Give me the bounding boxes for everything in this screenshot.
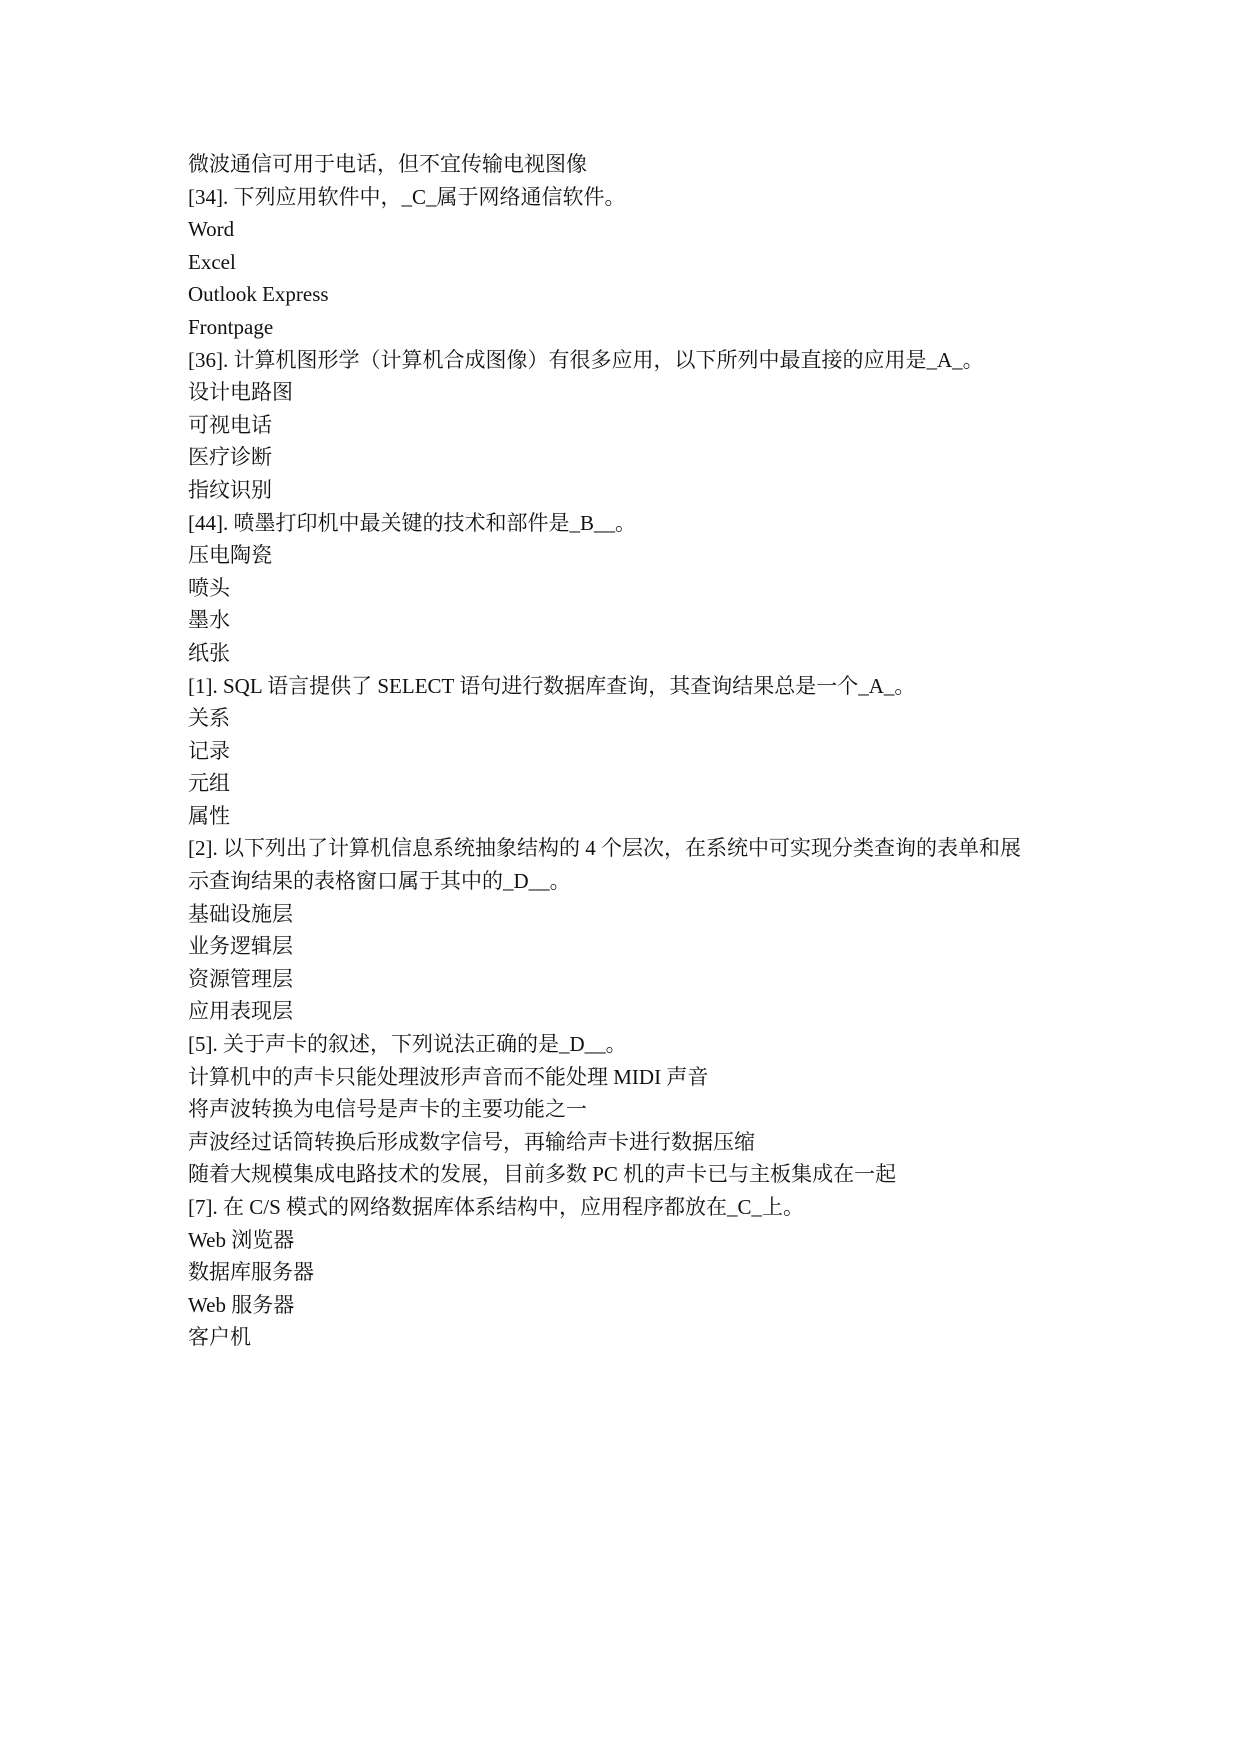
question-7: [7]. 在 C/S 模式的网络数据库体系结构中，应用程序都放在_C_上。 [188, 1195, 805, 1219]
option-line: 可视电话 [188, 412, 272, 437]
question-44: [44]. 喷墨打印机中最关键的技术和部件是_B__。 [188, 510, 636, 535]
question-5: [5]. 关于声卡的叙述，下列说法正确的是_D__。 [188, 1032, 627, 1057]
option-line: 声波经过话筒转换后形成数字信号，再输给声卡进行数据压缩 [188, 1129, 755, 1154]
option-line: Frontpage [188, 314, 274, 339]
option-line: 应用表现层 [188, 999, 293, 1024]
option-line: 业务逻辑层 [188, 934, 293, 959]
option-line: 关系 [188, 706, 230, 731]
option-line: 元组 [188, 771, 230, 796]
question-1: [1]. SQL 语言提供了 SELECT 语句进行数据库查询，其查询结果总是一个_A_。 [188, 673, 916, 698]
option-line: 指纹识别 [188, 477, 272, 502]
option-line: Outlook Express [188, 282, 329, 307]
option-line: 微波通信可用于电话，但不宜传输电视图像 [188, 152, 587, 176]
option-line: Web 浏览器 [188, 1227, 295, 1252]
option-line: 纸张 [188, 640, 230, 665]
option-line: 压电陶瓷 [188, 543, 272, 568]
question-36: [36]. 计算机图形学（计算机合成图像）有很多应用，以下所列中最直接的应用是_A_。 [188, 347, 984, 372]
option-line: 将声波转换为电信号是声卡的主要功能之一 [188, 1097, 587, 1122]
option-line: 资源管理层 [188, 966, 293, 991]
option-line: 属性 [188, 803, 230, 828]
option-line: 记录 [188, 738, 230, 763]
option-line: 基础设施层 [188, 901, 293, 926]
option-line: 喷头 [188, 575, 230, 600]
option-line: 墨水 [188, 608, 230, 633]
option-line: 数据库服务器 [188, 1260, 314, 1285]
question-2-line-2: 示查询结果的表格窗口属于其中的_D__。 [188, 869, 571, 894]
document-body [188, 148, 1078, 1354]
option-line: 客户机 [188, 1325, 251, 1350]
option-line: Word [188, 217, 235, 242]
question-34: [34]. 下列应用软件中，_C_属于网络通信软件。 [188, 184, 626, 209]
option-line: 医疗诊断 [188, 445, 272, 470]
option-line: 计算机中的声卡只能处理波形声音而不能处理 MIDI 声音 [188, 1064, 709, 1089]
option-line: 设计电路图 [188, 380, 293, 405]
question-2-line-1: [2]. 以下列出了计算机信息系统抽象结构的 4 个层次，在系统中可实现分类查询的表单和展 [188, 836, 1021, 861]
option-line: Excel [188, 249, 236, 274]
option-line: Web 服务器 [188, 1292, 295, 1317]
option-line: 随着大规模集成电路技术的发展，目前多数 PC 机的声卡已与主板集成在一起 [188, 1162, 897, 1187]
